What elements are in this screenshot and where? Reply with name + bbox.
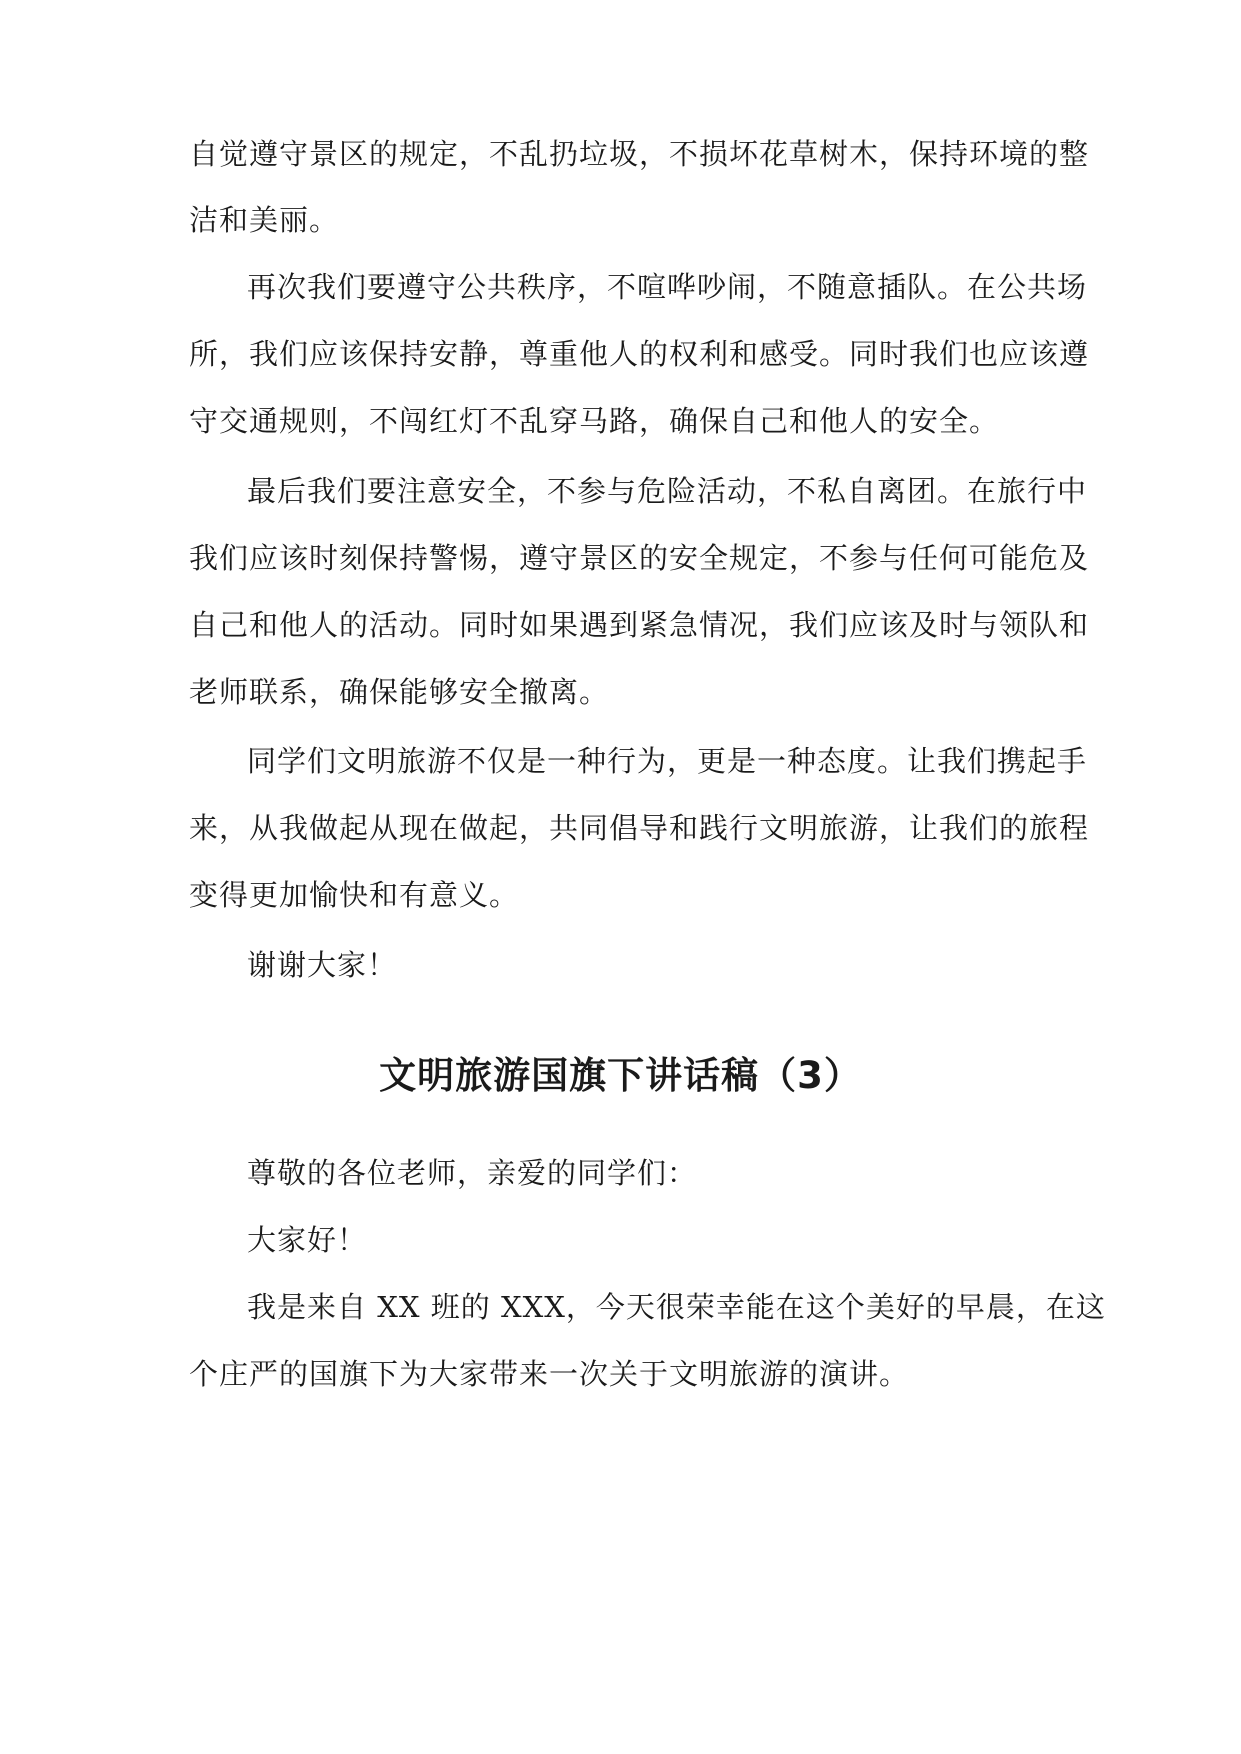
text-line: 变得更加愉快和有意义。 (189, 878, 520, 912)
text-line: 来，从我做起从现在做起，共同倡导和践行文明旅游，让我们的旅程 (189, 811, 1090, 845)
text-line: 谢谢大家！ (247, 948, 398, 982)
text-line: 守交通规则，不闯红灯不乱穿马路，确保自己和他人的安全。 (189, 404, 1000, 438)
text-line: 自己和他人的活动。同时如果遇到紧急情况，我们应该及时与领队和 (189, 608, 1090, 642)
text-line: 所，我们应该保持安静，尊重他人的权利和感受。同时我们也应该遵 (189, 337, 1090, 371)
text-line: 最后我们要注意安全，不参与危险活动，不私自离团。在旅行中 (247, 474, 1088, 508)
text-line: 我们应该时刻保持警惕，遵守景区的安全规定，不参与任何可能危及 (189, 541, 1090, 575)
text-line: 再次我们要遵守公共秩序，不喧哗吵闹，不随意插队。在公共场 (247, 270, 1088, 304)
section-title: 文明旅游国旗下讲话稿（3） (379, 1054, 862, 1097)
text-line: 洁和美丽。 (189, 203, 340, 237)
text-line: 尊敬的各位老师，亲爱的同学们： (247, 1156, 698, 1190)
text-line: 自觉遵守景区的规定，不乱扔垃圾，不损坏花草树木，保持环境的整 (189, 137, 1090, 171)
text-line: 同学们文明旅游不仅是一种行为，更是一种态度。让我们携起手 (247, 744, 1088, 778)
text-line: 我是来自 XX 班的 XXX，今天很荣幸能在这个美好的早晨，在这 (247, 1290, 1106, 1324)
text-line: 老师联系，确保能够安全撤离。 (189, 675, 610, 709)
text-line: 大家好！ (247, 1223, 368, 1257)
text-line: 个庄严的国旗下为大家带来一次关于文明旅游的演讲。 (189, 1357, 910, 1391)
